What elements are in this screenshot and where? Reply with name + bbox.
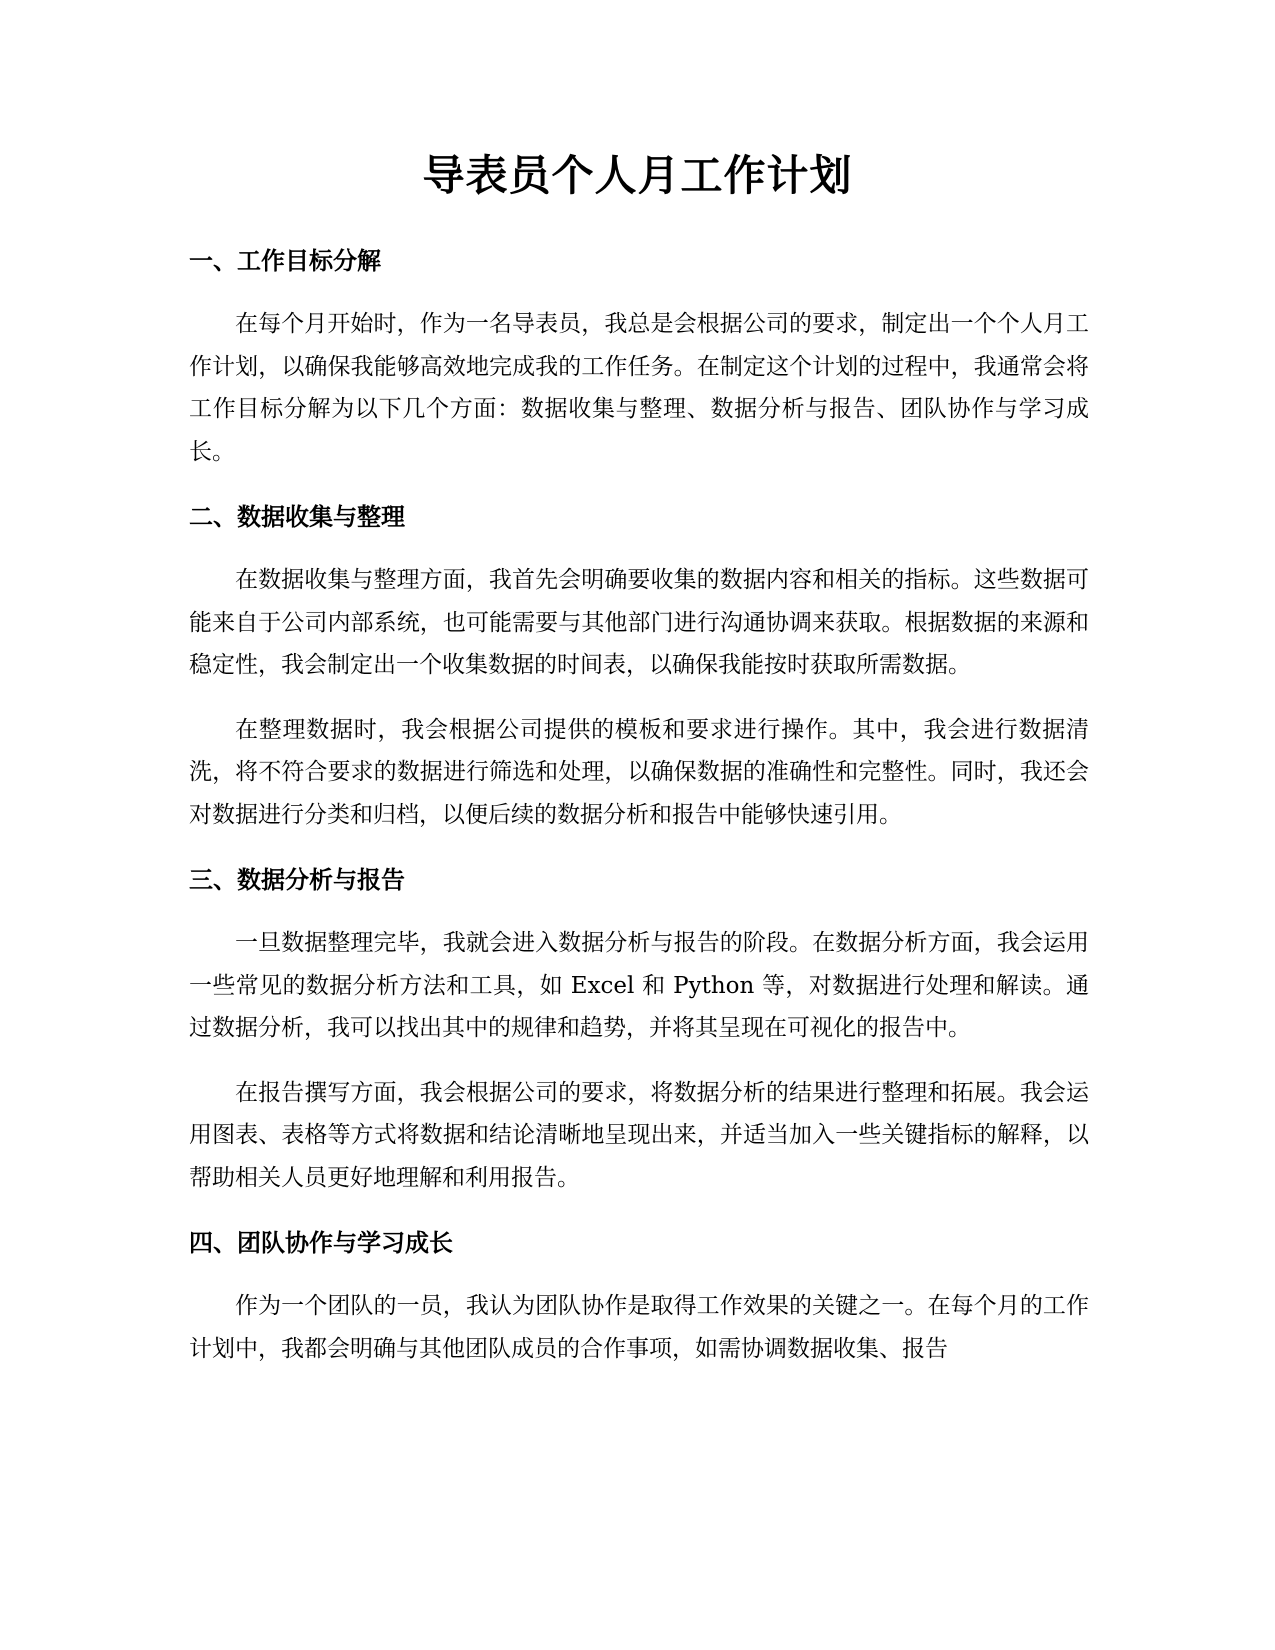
section-goal-breakdown <box>189 245 1089 473</box>
section-paragraph: 在整理数据时，我会根据公司提供的模板和要求进行操作。其中，我会进行数据清洗，将不符合要求的数据进行筛选和处理，以确保数据的准确性和完整性。同时，我还会对数据进行分类和归档，以便后续的数据分析和报告中能够快速引用。 <box>189 716 1089 828</box>
section-paragraph: 在数据收集与整理方面，我首先会明确要收集的数据内容和相关的指标。这些数据可能来自于公司内部系统，也可能需要与其他部门进行沟通协调来获取。根据数据的来源和稳定性，我会制定出一个收集数据的时间表，以确保我能按时获取所需数据。 <box>189 567 1089 678</box>
section-paragraph: 作为一个团队的一员，我认为团队协作是取得工作效果的关键之一。在每个月的工作计划中，我都会明确与其他团队成员的合作事项，如需协调数据收集、报告 <box>189 1293 1089 1362</box>
section-data-collection <box>189 501 1089 836</box>
section-heading: 二、数据收集与整理 <box>189 503 405 531</box>
section-paragraph: 在每个月开始时，作为一名导表员，我总是会根据公司的要求，制定出一个个人月工作计划，以确保我能够高效地完成我的工作任务。在制定这个计划的过程中，我通常会将工作目标分解为以下几个方面：数据收集与整理、数据分析与报告、团队协作与学习成长。 <box>189 311 1089 465</box>
section-paragraph: 一旦数据整理完毕，我就会进入数据分析与报告的阶段。在数据分析方面，我会运用一些常见的数据分析方法和工具，如 Excel 和 Python 等，对数据进行处理和解读。通过数据分析，我可以找出其中的规律和趋势，并将其呈现在可视化的报告中。 <box>189 930 1089 1041</box>
section-heading: 三、数据分析与报告 <box>189 866 405 894</box>
section-data-analysis <box>189 864 1089 1199</box>
section-heading: 一、工作目标分解 <box>189 247 381 275</box>
section-heading: 四、团队协作与学习成长 <box>189 1229 453 1257</box>
section-paragraph: 在报告撰写方面，我会根据公司的要求，将数据分析的结果进行整理和拓展。我会运用图表、表格等方式将数据和结论清晰地呈现出来，并适当加入一些关键指标的解释，以帮助相关人员更好地理解和利用报告。 <box>189 1079 1089 1191</box>
section-teamwork <box>189 1227 1089 1370</box>
document-title: 导表员个人月工作计划 <box>422 151 853 200</box>
document-body <box>189 245 1089 1392</box>
